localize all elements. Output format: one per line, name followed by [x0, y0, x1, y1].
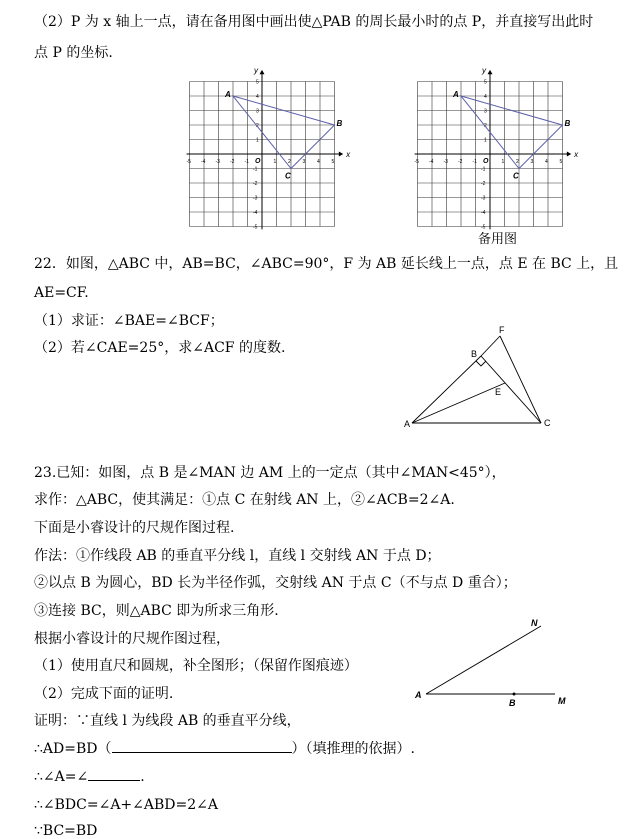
label-f: F — [499, 325, 505, 335]
x-tick-label: 2 — [516, 159, 519, 165]
y-tick-label: 4 — [256, 94, 259, 100]
y-tick-label: -3 — [253, 195, 258, 202]
y-tick-label: 5 — [484, 79, 487, 86]
q23-line12-end: . — [140, 769, 145, 785]
segment-bf — [481, 336, 500, 356]
y-tick-label: 2 — [256, 123, 259, 129]
point-label-c: C — [513, 171, 519, 181]
coordinate-grid-main — [186, 62, 360, 231]
q22-line2: AE=CF. — [34, 285, 89, 301]
q21-part2-line2: 点 P 的坐标. — [34, 45, 113, 61]
y-tick-label: 1 — [256, 137, 259, 144]
answer-blank-reason[interactable] — [112, 752, 292, 753]
q22-part2: （2）若∠CAE=25°，求∠ACF 的度数. — [34, 340, 286, 356]
label-e: E — [495, 387, 502, 397]
x-tick-label: 5 — [331, 159, 335, 165]
x-tick-label: 3 — [530, 159, 534, 165]
label-a: A — [404, 419, 411, 429]
q23-angle-figure — [410, 614, 585, 708]
x-tick-label: -3 — [215, 159, 220, 165]
x-tick-label: -4 — [429, 159, 434, 165]
x-tick-label: -4 — [201, 159, 206, 165]
y-tick-label: 3 — [256, 108, 259, 115]
y-axis-arrow — [260, 70, 265, 74]
label-m: M — [558, 696, 566, 706]
y-tick-label: -1 — [481, 166, 486, 173]
x-tick-label: 4 — [317, 159, 320, 165]
x-tick-label: -5 — [186, 159, 191, 165]
point-label-a: A — [225, 90, 231, 99]
right-angle-mark — [476, 361, 486, 366]
q23-line14: ∵BC=BD — [34, 823, 98, 839]
segment-ab — [412, 356, 481, 423]
q21-part2-line1: （2）P 为 x 轴上一点，请在备用图中画出使△PAB 的周长最小时的点 P，并直接写出此时 — [34, 14, 594, 30]
q23-line3: 下面是小睿设计的尺规作图过程. — [34, 520, 235, 536]
axis-label-x: x — [346, 150, 351, 159]
q23-line9: （2）完成下面的证明. — [34, 686, 174, 702]
q23-line5: ②以点 B 为圆心，BD 长为半径作弧，交射线 AN 于点 C（不与点 D 重合）； — [34, 575, 517, 591]
q23-line11 — [34, 741, 415, 757]
x-tick-label: 5 — [559, 159, 563, 165]
x-tick-label: -3 — [443, 159, 448, 165]
point-label-c: C — [285, 171, 291, 181]
label-a: A — [415, 690, 422, 700]
point-label-b: B — [336, 119, 343, 128]
x-tick-label: -2 — [230, 159, 235, 165]
y-tick-label: -4 — [253, 210, 258, 216]
q23-line13: ∴∠BDC=∠A+∠ABD=2∠A — [34, 797, 218, 813]
axis-label-y: y — [254, 65, 258, 75]
q23-line8: （1）使用直尺和圆规，补全图形；（保留作图痕迹） — [34, 658, 358, 674]
x-tick-label: 2 — [288, 159, 291, 165]
x-tick-label: 1 — [273, 159, 277, 165]
y-tick-label: -4 — [481, 210, 486, 216]
q23-line11-end: ）（填推理的依据）. — [291, 741, 415, 757]
ray-an — [426, 626, 541, 694]
x-tick-label: 4 — [545, 159, 548, 165]
x-tick-label: -1 — [244, 159, 249, 165]
q23-line4: 作法：①作线段 AB 的垂直平分线 l，直线 l 交射线 AN 于点 D； — [34, 548, 441, 564]
label-c: C — [544, 418, 551, 428]
y-tick-label: 3 — [484, 108, 487, 115]
y-tick-label: -2 — [481, 181, 486, 187]
label-b: B — [509, 698, 516, 708]
axis-label-y: y — [482, 65, 486, 75]
segment-fc — [500, 336, 541, 423]
q23-line11-start: ∴AD=BD（ — [34, 741, 112, 757]
q22-triangle-figure — [400, 322, 560, 434]
q23-line2: 求作：△ABC，使其满足：①点 C 在射线 AN 上，②∠ACB=2∠A. — [34, 492, 455, 508]
label-n: N — [531, 618, 538, 628]
origin-label: O — [255, 158, 261, 165]
x-axis-arrow — [567, 152, 571, 157]
q22-part1: （1）求证：∠BAE=∠BCF； — [34, 313, 224, 329]
y-tick-label: -1 — [253, 166, 258, 173]
y-tick-label: -3 — [481, 195, 486, 202]
q23-line6: ③连接 BC，则△ABC 即为所求三角形. — [34, 603, 279, 619]
x-tick-label: -2 — [458, 159, 463, 165]
label-b: B — [471, 349, 478, 359]
point-label-b: B — [564, 119, 571, 128]
x-tick-label: 1 — [501, 159, 505, 165]
y-axis-arrow — [488, 70, 493, 74]
q23-line1: 23.已知：如图，点 B 是∠MAN 边 AM 上的一定点（其中∠MAN<45°）， — [34, 465, 506, 481]
y-tick-label: 2 — [484, 123, 487, 129]
backup-grid-caption: 备用图 — [478, 232, 518, 247]
triangle-abc — [233, 96, 335, 169]
y-tick-label: -5 — [481, 224, 486, 231]
triangle-abc — [461, 96, 563, 169]
segment-ae — [412, 383, 505, 423]
x-tick-label: 3 — [302, 159, 306, 165]
point-label-a: A — [453, 90, 459, 99]
x-axis-arrow — [339, 152, 343, 157]
q23-line12-start: ∴∠A=∠ — [34, 769, 89, 785]
q22-line1: 22．如图，△ABC 中，AB=BC，∠ABC=90°，F 为 AB 延长线上一点，点 E 在 BC 上，且 — [34, 256, 619, 272]
answer-blank-angle[interactable] — [88, 780, 140, 781]
origin-label: O — [483, 158, 489, 165]
y-tick-label: 1 — [484, 137, 487, 144]
coordinate-grid-backup — [414, 62, 588, 231]
q23-line12 — [34, 769, 145, 785]
y-tick-label: -5 — [253, 224, 258, 231]
point-b-dot — [513, 693, 516, 696]
q23-line7: 根据小睿设计的尺规作图过程， — [34, 631, 230, 647]
y-tick-label: 5 — [256, 79, 259, 86]
x-tick-label: -5 — [414, 159, 419, 165]
x-tick-label: -1 — [472, 159, 477, 165]
q23-line10: 证明：∵直线 l 为线段 AB 的垂直平分线， — [34, 713, 301, 729]
axis-label-x: x — [574, 150, 579, 159]
y-tick-label: 4 — [484, 94, 487, 100]
y-tick-label: -2 — [253, 181, 258, 187]
